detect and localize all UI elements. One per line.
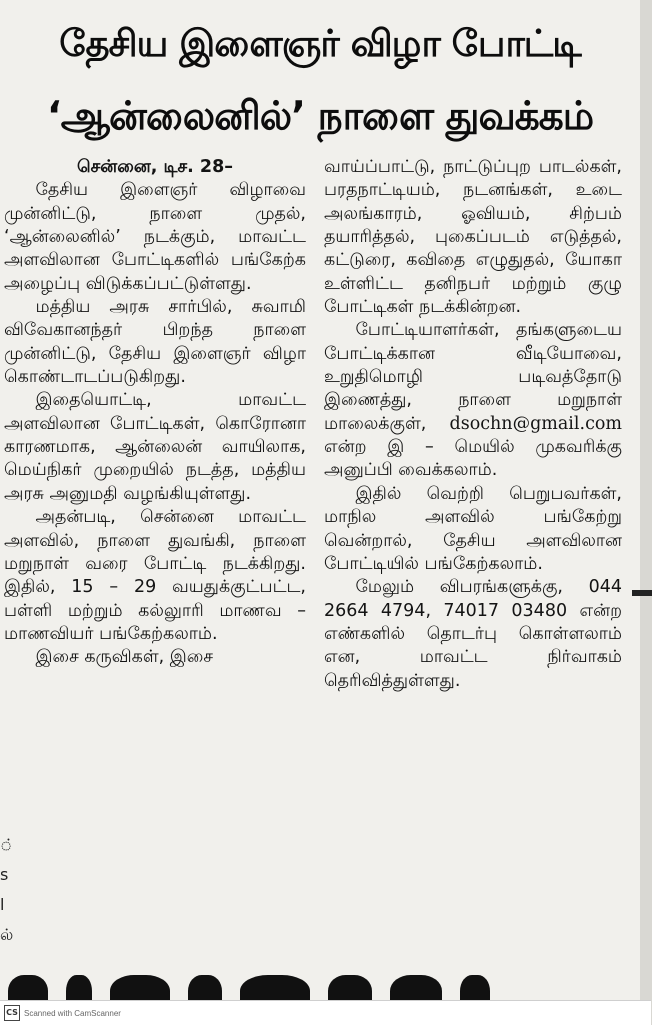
scanner-watermark-text: Scanned with CamScanner <box>24 1008 121 1018</box>
adjacent-article-fragment: ் s l ல் <box>0 835 15 944</box>
paragraph: இதையொட்டி, மாவட்ட அளவிலான போட்டிகள், கொரோனா காரணமாக, ஆன்லைன் வாயிலாக, மெய்நிகர் முறையில் நடத்த, மத்திய அரசு அனுமதி வழங்கியுள்ளது. <box>4 390 306 504</box>
scanner-watermark-bar <box>0 1000 651 1025</box>
paragraph: இதில் வெற்றி பெறுபவர்கள், மாநில அளவில் பங்கேற்று வென்றால், தேசிய அளவிலான போட்டியில் பங்கேற்கலாம். <box>324 483 622 574</box>
paragraph: வாய்ப்பாட்டு, நாட்டுப்புற பாடல்கள், பரதநாட்டியம், நடனங்கள், உடை அலங்காரம், ஓவியம், சிற்பம் தயாரித்தல், புகைப்படம் எடுத்தல், கட்டுரை, கவிதை எழுதுதல், யோகா உள்ளிட்ட தனிநபர் மற்றும் குழு போட்டிகள் நடக்கின்றன. <box>324 157 622 318</box>
paragraph: மேலும் விபரங்களுக்கு, 044 2664 4794, 74017 03480 என்ற எண்களில் தொடர்பு கொள்ளலாம் என, மாவட்ட நிர்வாகம் தெரிவித்துள்ளது. <box>324 577 622 691</box>
paragraph: அதன்படி, சென்னை மாவட்ட அளவில், நாளை துவங்கி, நாளை மறுநாள் வரை போட்டி நடக்கிறது. இதில், 15 – 29 வயதுக்குட்பட்ட, பள்ளி மற்றும் கல்லுாரி மாணவ – மாணவியர் பங்கேற்கலாம். <box>4 507 306 644</box>
email-address: dsochn@gmail.com <box>449 413 622 434</box>
column-rule-fragment <box>632 590 652 596</box>
dateline: சென்னை, டிச. 28– <box>76 157 233 177</box>
paragraph: மத்திய அரசு சார்பில், சுவாமி விவேகானந்தர் பிறந்த நாளை முன்னிட்டு, தேசிய இளைஞர் விழா கொண்டாடப்படுகிறது. <box>4 297 306 388</box>
paragraph: தேசிய இளைஞர் விழாவை முன்னிட்டு, நாளை முதல், ‘ஆன்லைனில்’ நடக்கும், மாவட்ட அளவிலான போட்டிகளில் பங்கேற்க அழைப்பு விடுக்கப்பட்டுள்ளது. <box>4 180 306 294</box>
headline-line-2: ‘ஆன்லைனில்’ நாளை துவக்கம் <box>46 94 594 139</box>
paragraph-text: என்ற இ – மெயில் முகவரிக்கு அனுப்பி வைக்கலாம். <box>324 437 622 481</box>
paragraph: இசை கருவிகள், இசை <box>35 647 214 668</box>
article-column-2 <box>324 156 622 693</box>
article-column-1 <box>4 156 306 670</box>
paragraph <box>324 319 622 482</box>
paragraph-text: போட்டியாளர்கள், தங்களுடைய போட்டிக்கான வீடியோவை, உறுதிமொழி படிவத்தோடு இணைத்து, நாளை மறுநாள் மாலைக்குள், <box>324 320 622 434</box>
headline-line-1: தேசிய இளைஞர் விழா போட்டி <box>59 22 581 65</box>
camscanner-logo-icon: CS <box>4 1005 20 1021</box>
